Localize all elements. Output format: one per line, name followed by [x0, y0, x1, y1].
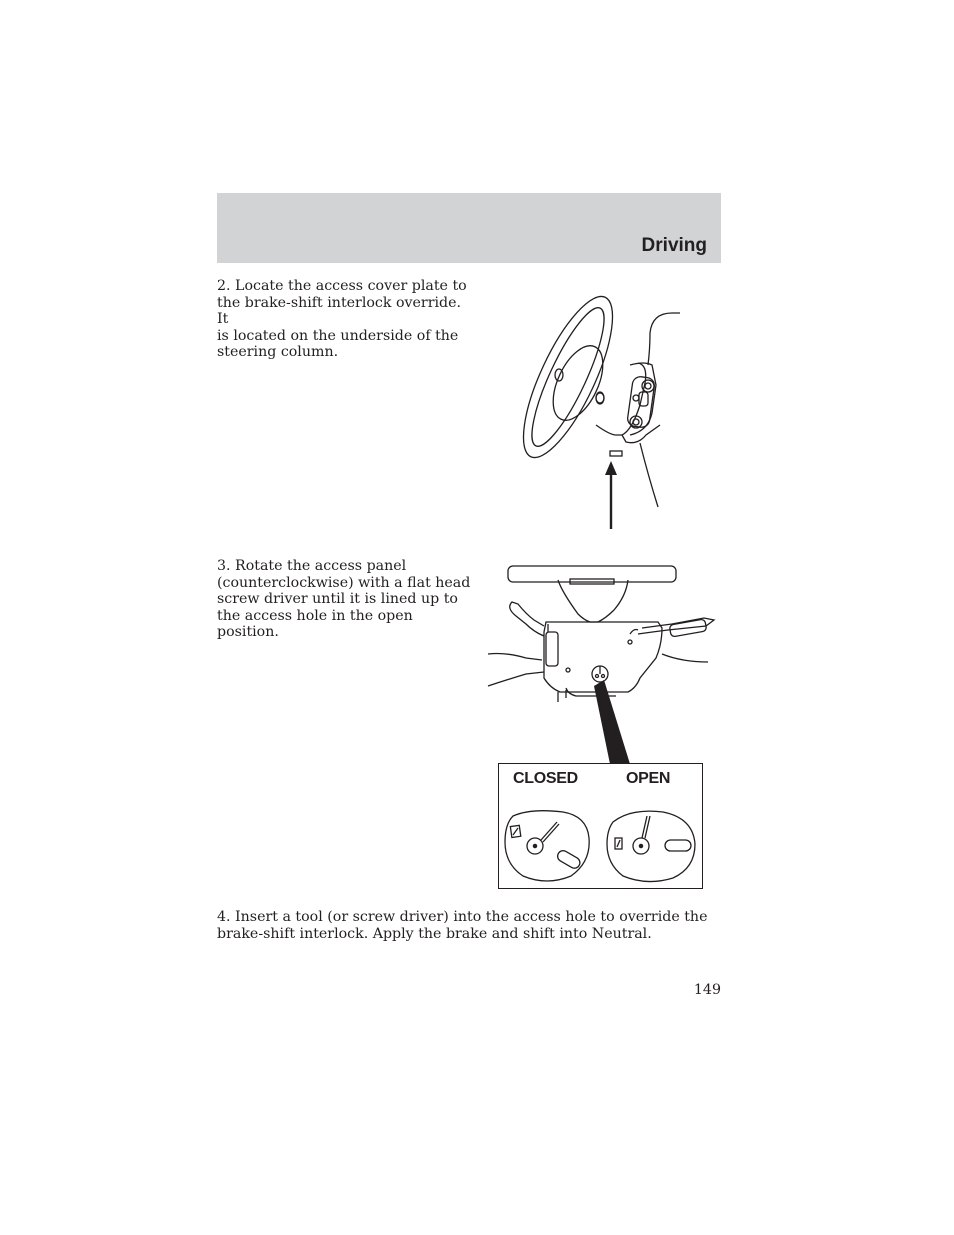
page-number: 149 — [693, 982, 721, 998]
access-panel-positions-inset — [498, 763, 703, 889]
access-panel-open-diagram — [605, 806, 697, 884]
closed-label: CLOSED — [513, 770, 578, 787]
step-2-text: 2. Locate the access cover plate to the brake-shift interlock override. It is located on the underside of the steering column. — [217, 278, 467, 360]
access-panel-closed-diagram — [503, 806, 591, 884]
section-header-bar — [217, 193, 721, 263]
section-title: Driving — [641, 235, 707, 256]
steering-wheel-illustration — [520, 285, 690, 530]
steering-column-underside-illustration — [486, 562, 722, 770]
step-3-text: 3. Rotate the access panel (counterclockwise) with a flat head screw driver until it is lined up to the access hole in the open position. — [217, 558, 471, 640]
step-4-text: 4. Insert a tool (or screw driver) into the access hole to override the brake-shift interlock. Apply the brake and shift into Neutral. — [217, 909, 708, 942]
open-label: OPEN — [626, 770, 671, 787]
